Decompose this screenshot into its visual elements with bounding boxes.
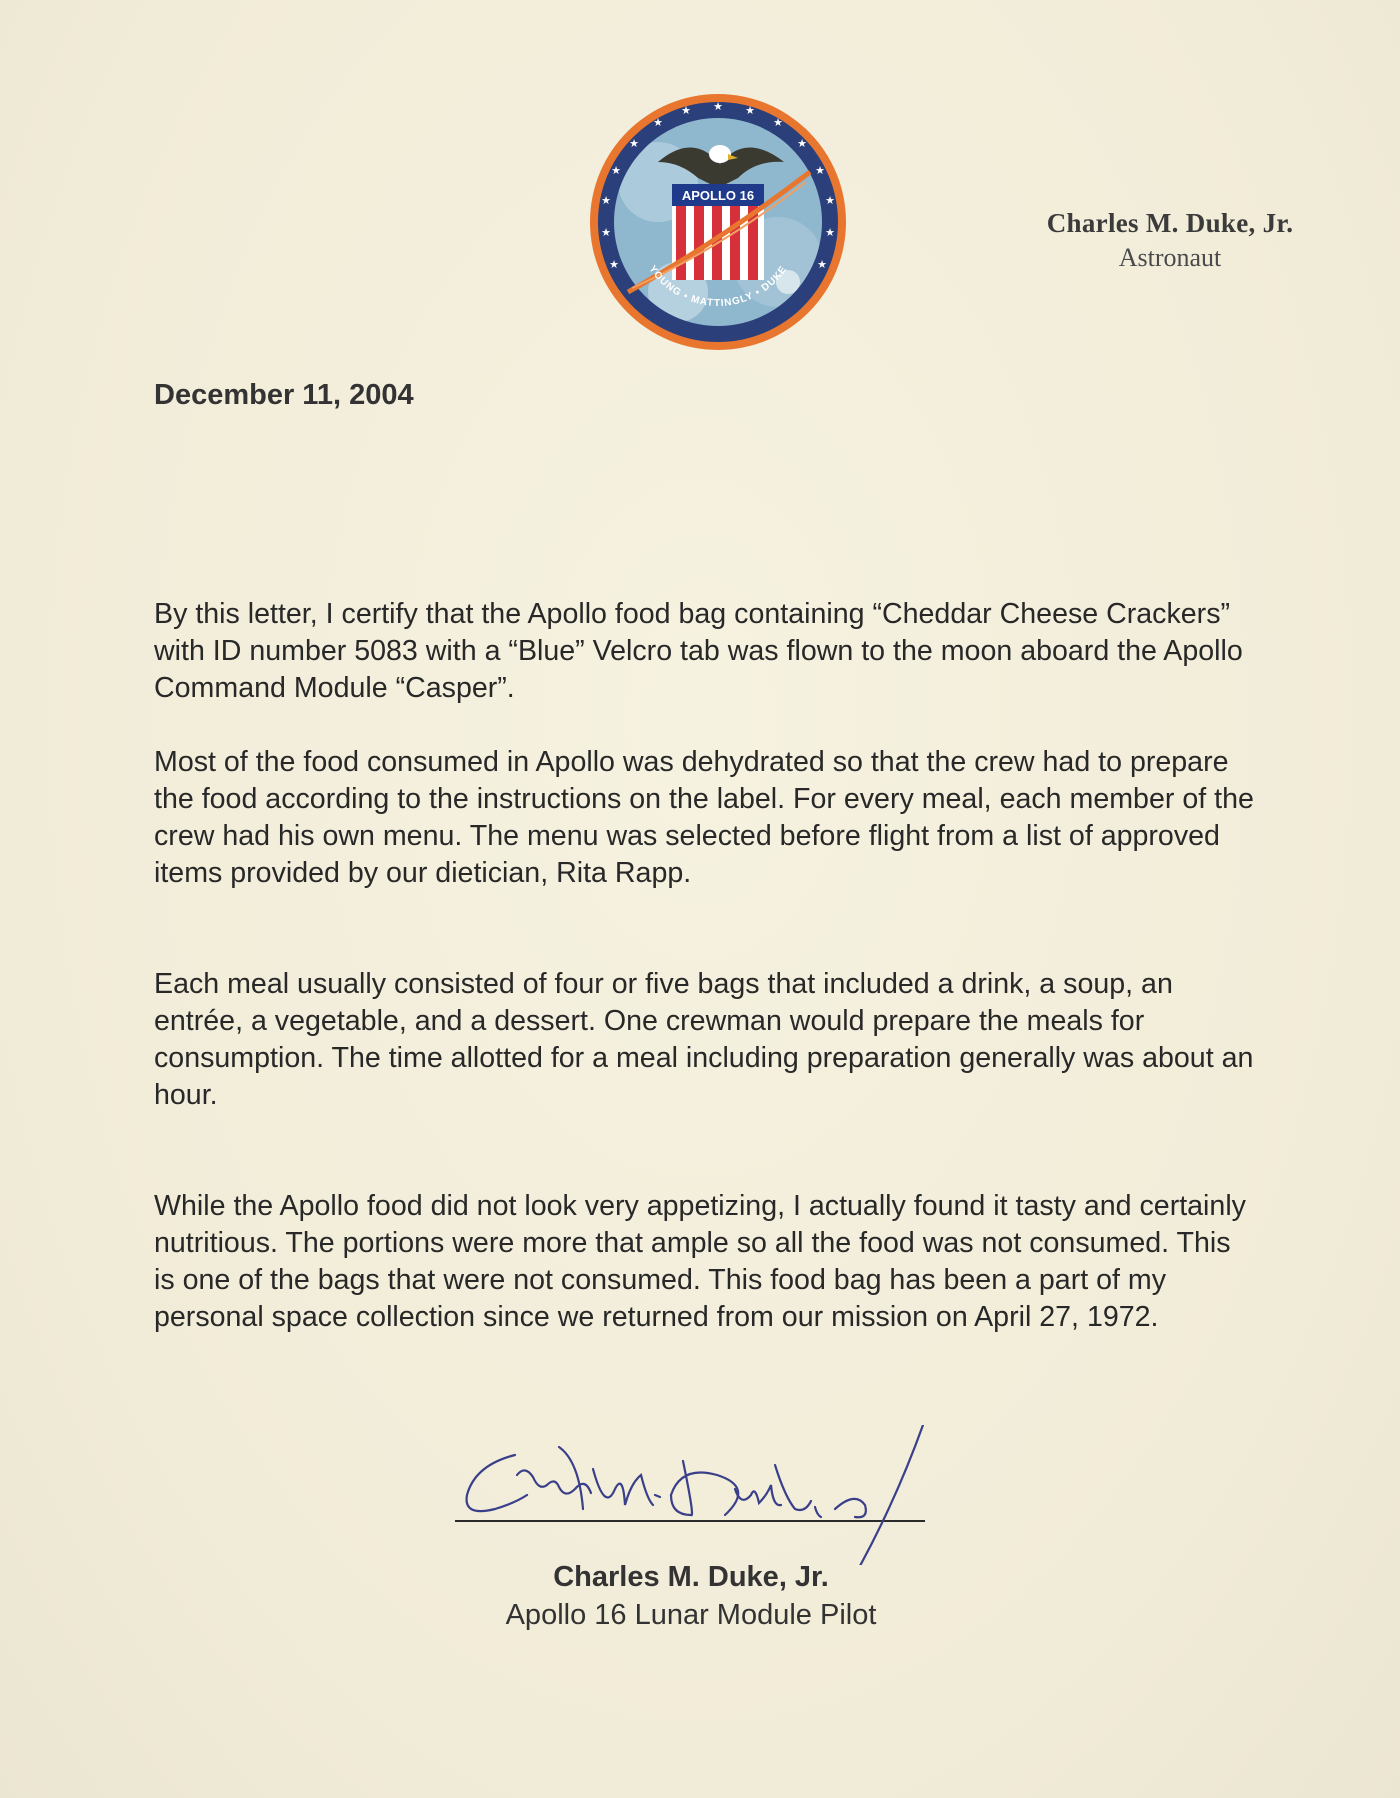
letter-paragraph: While the Apollo food did not look very appetizing, I actually found it tasty and certainly nutritious. The portions were more that ample so all the food was not consumed. This is one of the bags that were not consumed. This food bag has been a part of my personal space collection since we returned from our mission on April 27, 1972. xyxy=(154,1190,1246,1333)
letterhead-title: Astronaut xyxy=(1118,243,1222,272)
letterhead-name: Charles M. Duke, Jr. xyxy=(1046,208,1294,238)
svg-text:★: ★ xyxy=(609,258,619,271)
svg-text:★: ★ xyxy=(825,226,835,239)
svg-text:★: ★ xyxy=(825,194,835,207)
svg-text:★: ★ xyxy=(713,100,723,113)
svg-text:★: ★ xyxy=(773,116,783,129)
signatory-position: Apollo 16 Lunar Module Pilot xyxy=(505,1599,877,1631)
letterhead xyxy=(1010,208,1330,273)
svg-text:★: ★ xyxy=(653,116,663,129)
letter-date: December 11, 2004 xyxy=(154,379,414,411)
svg-text:★: ★ xyxy=(681,104,691,117)
svg-text:★: ★ xyxy=(817,258,827,271)
svg-text:★: ★ xyxy=(629,137,639,150)
seal-mission-label: APOLLO 16 xyxy=(681,188,755,203)
svg-text:★: ★ xyxy=(815,164,825,177)
svg-text:★: ★ xyxy=(797,137,807,150)
letter-paragraph: By this letter, I certify that the Apollo food bag containing “Cheddar Cheese Crackers” with ID number 5083 with a “Blue” Velcro tab was flown to the moon aboard the Apollo Command Module “Casper”. xyxy=(154,598,1243,704)
svg-text:★: ★ xyxy=(601,194,611,207)
letter-paragraph: Most of the food consumed in Apollo was dehydrated so that the crew had to prepare the food according to the instructions on the label. For every meal, each member of the crew had his own menu. The menu was selected before flight from a list of approved items provided by our dietician, Rita Rapp. xyxy=(154,746,1254,889)
svg-text:★: ★ xyxy=(611,164,621,177)
signatory-name: Charles M. Duke, Jr. xyxy=(553,1561,829,1593)
apollo-16-mission-seal xyxy=(588,92,848,352)
svg-text:★: ★ xyxy=(745,104,755,117)
handwritten-signature xyxy=(455,1425,945,1565)
seal-crew-label: YOUNG • MATTINGLY • DUKE xyxy=(646,263,790,310)
letter-paragraph: Each meal usually consisted of four or five bags that included a drink, a soup, an entrée, a vegetable, and a dessert. One crewman would prepare the meals for consumption. The time allotted for a meal including preparation generally was about an hour. xyxy=(154,968,1254,1111)
svg-text:★: ★ xyxy=(601,226,611,239)
